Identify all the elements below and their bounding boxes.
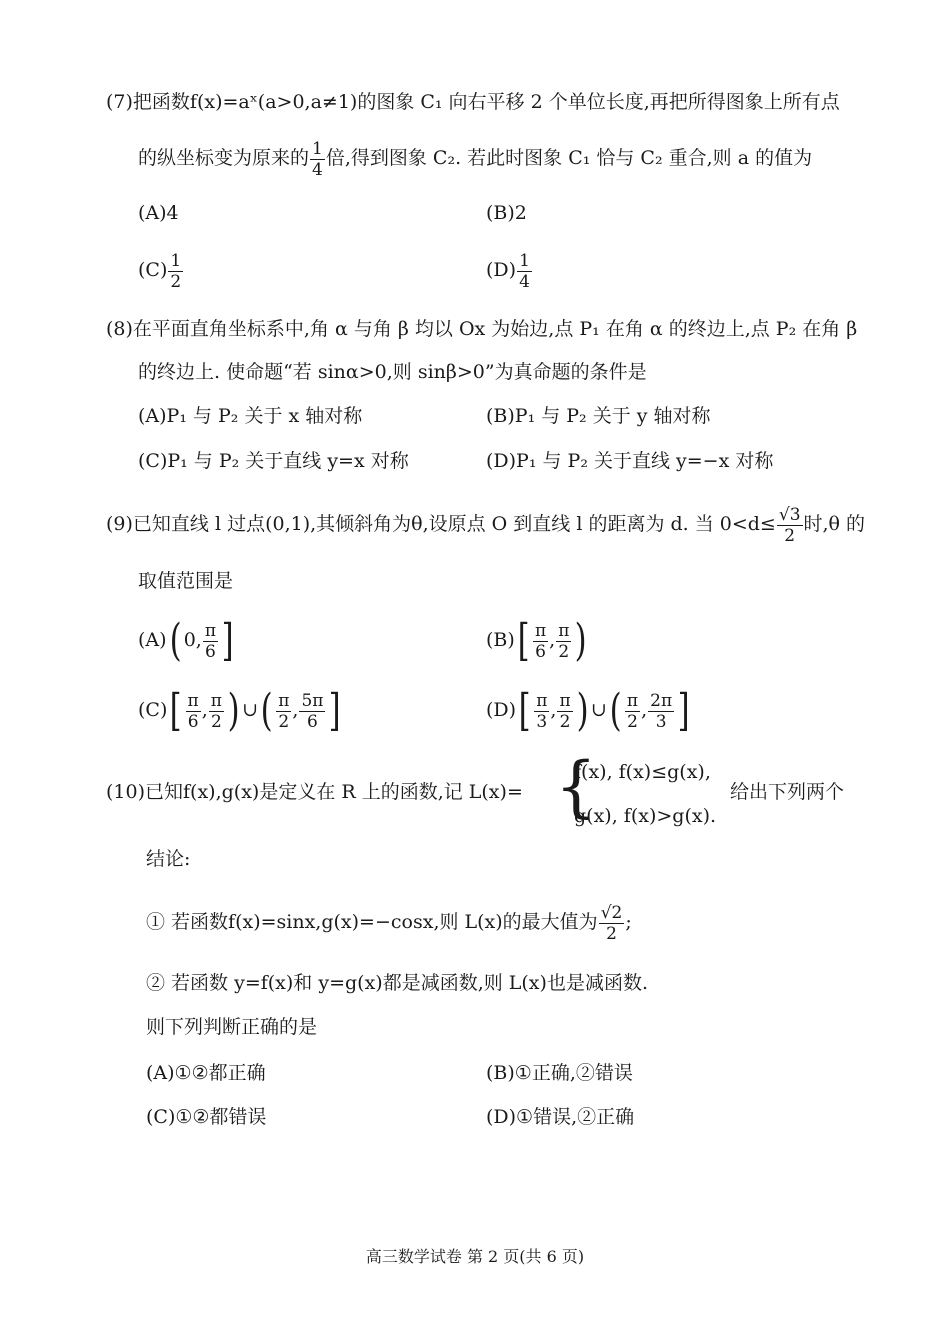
- q9-option-c-num2: π: [210, 690, 222, 711]
- q7-option-c-num: 1: [170, 250, 182, 271]
- q8-option-c: (C)P₁ 与 P₂ 关于直线 y=x 对称: [138, 450, 409, 472]
- q9-option-a: [138, 615, 236, 665]
- q9-option-d-den1: 3: [536, 711, 548, 732]
- q9-option-b-den2: 2: [558, 641, 570, 662]
- q7-fraction-num: 1: [312, 138, 323, 159]
- q9-option-d-fraction2: [557, 691, 572, 732]
- q10-stem-line1-b: 给出下列两个: [730, 781, 845, 803]
- q8-option-a: (A)P₁ 与 P₂ 关于 x 轴对称: [138, 405, 363, 427]
- q9-option-d-den3: 2: [627, 711, 638, 732]
- q9-stem-line1: [106, 500, 865, 548]
- q9-option-d-num2: π: [559, 690, 571, 711]
- q7-option-d-fraction: [517, 251, 532, 292]
- q7-option-c: [138, 248, 184, 292]
- q9-option-c-open1: [: [169, 685, 182, 736]
- q7-fraction-den: 4: [312, 159, 323, 180]
- q9-option-c-open2: (: [260, 685, 273, 736]
- q9-option-d-union: ∪: [590, 699, 607, 721]
- q10-conclusion-1: [146, 898, 632, 946]
- q9-option-d-label: (D): [486, 699, 517, 721]
- q9-option-b-num2: π: [558, 620, 570, 641]
- q9-option-a-label: (A): [138, 629, 167, 651]
- q9-option-b-fraction1: [533, 621, 548, 662]
- q9-option-a-open: (: [169, 615, 182, 666]
- q9-option-c: (C)[ $\frac{\pi}{6}$ , $\frac{\pi}{2}$ ) ∪( $\frac{\pi}{2}$ , $\frac{5\pi}{6}$ ]: [138, 685, 342, 736]
- q10-conclusion-1-a: ① 若函数f(x)=sinx,g(x)=−cosx,则 L(x)的最大值为: [146, 911, 598, 933]
- q8-option-d: (D)P₁ 与 P₂ 关于直线 y=−x 对称: [486, 450, 774, 472]
- q8-stem-line1: (8)在平面直角坐标系中,角 α 与角 β 均以 Ox 为始边,点 P₁ 在角 α 的终边上,点 P₂ 在角 β: [106, 318, 858, 340]
- q9-option-b-den1: 6: [535, 641, 546, 662]
- q10-piecewise-brace: {: [555, 748, 597, 825]
- q7-stem-line1: (7)把函数f(x)=aˣ(a>0,a≠1)的图象 C₁ 向右平移 2 个单位长度,再把所得图象上所有点: [106, 91, 840, 113]
- q7-option-a: (A)4: [138, 202, 179, 224]
- q10-conclusion-1-b: ;: [625, 911, 632, 933]
- q10-stem-line1-a: (10)已知f(x),g(x)是定义在 R 上的函数,记 L(x)=: [106, 781, 523, 803]
- q9-option-c-fraction3: [276, 691, 291, 732]
- q9-option-c-den4: 6: [307, 711, 318, 732]
- q9-option-d-open1: [: [518, 685, 531, 736]
- q9-option-b-num1: π: [534, 620, 547, 641]
- q7-option-c-den: 2: [170, 271, 182, 292]
- q7-option-d-num: 1: [519, 250, 530, 271]
- q10-option-c: (C)①②都错误: [146, 1106, 267, 1128]
- q9-option-b-close: ): [574, 615, 587, 666]
- q9-option-d-fraction4: [648, 691, 674, 732]
- q9-option-a-zero: 0,: [183, 629, 202, 651]
- q7-stem-line2-a: 的纵坐标变为原来的: [138, 147, 310, 169]
- q9-option-c-label: (C): [138, 699, 168, 721]
- q9-option-d-close2: ]: [677, 685, 690, 736]
- q9-option-d-num1: π: [536, 690, 548, 711]
- q8-stem-line2: 的终边上. 使命题“若 sinα>0,则 sinβ>0”为真命题的条件是: [138, 361, 647, 383]
- q10-sqrt2-den: 2: [606, 923, 617, 944]
- q7-fraction: [310, 139, 325, 180]
- q9-option-c-fraction1: [186, 691, 201, 732]
- q9-option-d-close1: ): [576, 685, 589, 736]
- q7-stem-line2: [138, 136, 812, 180]
- q9-option-c-num3: π: [278, 690, 290, 711]
- q9-option-b-label: (B): [486, 629, 515, 651]
- page-footer: 高三数学试卷 第 2 页(共 6 页): [365, 1247, 585, 1266]
- q9-option-d-fraction3: [625, 691, 640, 732]
- q9-stem-line1-b: 时,θ 的: [803, 513, 866, 535]
- q9-option-c-fraction4: [299, 691, 325, 732]
- q9-option-c-fraction2: [209, 691, 224, 732]
- q9-option-d-open2: (: [609, 685, 622, 736]
- q7-option-c-label: (C): [138, 259, 168, 281]
- q10-conclusion-2: ② 若函数 y=f(x)和 y=g(x)都是减函数,则 L(x)也是减函数.: [146, 972, 648, 994]
- q7-option-d-den: 4: [519, 271, 530, 292]
- q9-option-d-den2: 2: [559, 711, 571, 732]
- q9-option-d-fraction1: [534, 691, 549, 732]
- q9-sqrt3-den: 2: [784, 525, 796, 546]
- q9-option-d-den4: 3: [655, 711, 667, 732]
- q9-option-d-num3: π: [626, 690, 639, 711]
- q9-option-c-union: ∪: [242, 699, 259, 721]
- q9-stem-line1-a: (9)已知直线 l 过点(0,1),其倾斜角为θ,设原点 O 到直线 l 的距离为 d. 当 0<d≤: [106, 513, 776, 535]
- q9-option-a-den: 6: [205, 641, 216, 662]
- q9-option-c-close1: ): [227, 685, 240, 736]
- q9-option-c-num1: π: [187, 690, 199, 711]
- q9-option-b: (B)[ $\frac{\pi}{6}$ , $\frac{\pi}{2}$ ): [486, 615, 587, 666]
- q9-option-d: (D)[ $\frac{\pi}{3}$ , $\frac{\pi}{2}$ ) ∪( $\frac{\pi}{2}$ , $\frac{2\pi}{3}$ ]: [486, 685, 690, 736]
- q7-stem-line2-b: 倍,得到图象 C₂. 若此时图象 C₁ 恰与 C₂ 重合,则 a 的值为: [325, 147, 813, 169]
- q10-sqrt2-num: √2: [600, 902, 623, 923]
- q9-option-c-close2: ]: [329, 685, 342, 736]
- q10-sqrt2-fraction: [599, 903, 625, 944]
- q9-option-a-close: ]: [221, 615, 234, 666]
- q7-option-c-fraction: [168, 251, 183, 292]
- q9-option-a-fraction: [203, 621, 218, 662]
- q9-option-b-fraction2: [556, 621, 571, 662]
- q10-case2: g(x), f(x)>g(x).: [574, 805, 717, 827]
- q10-option-d: (D)①错误,②正确: [486, 1106, 635, 1128]
- q9-option-c-den3: 2: [278, 711, 290, 732]
- q7-option-d-label: (D): [486, 259, 517, 281]
- q9-sqrt3-fraction: [777, 505, 803, 546]
- q9-option-c-num4: 5π: [301, 690, 324, 711]
- q9-option-c-den1: 6: [187, 711, 199, 732]
- q7-option-b: (B)2: [486, 202, 527, 224]
- q9-sqrt3-num: √3: [778, 504, 801, 525]
- q8-option-b: (B)P₁ 与 P₂ 关于 y 轴对称: [486, 405, 711, 427]
- q9-option-d-num4: 2π: [650, 690, 673, 711]
- q7-option-d: [486, 248, 533, 292]
- q9-option-a-num: π: [204, 620, 217, 641]
- q9-option-b-open: [: [517, 615, 530, 666]
- q10-stem-line2: 结论:: [146, 848, 191, 870]
- q9-option-c-den2: 2: [210, 711, 222, 732]
- q9-stem-line2: 取值范围是: [138, 570, 234, 592]
- q10-stem-line3: 则下列判断正确的是: [146, 1016, 318, 1038]
- q10-option-b: (B)①正确,②错误: [486, 1062, 633, 1084]
- q10-option-a: (A)①②都正确: [146, 1062, 266, 1084]
- q10-case1: f(x), f(x)≤g(x),: [574, 761, 711, 783]
